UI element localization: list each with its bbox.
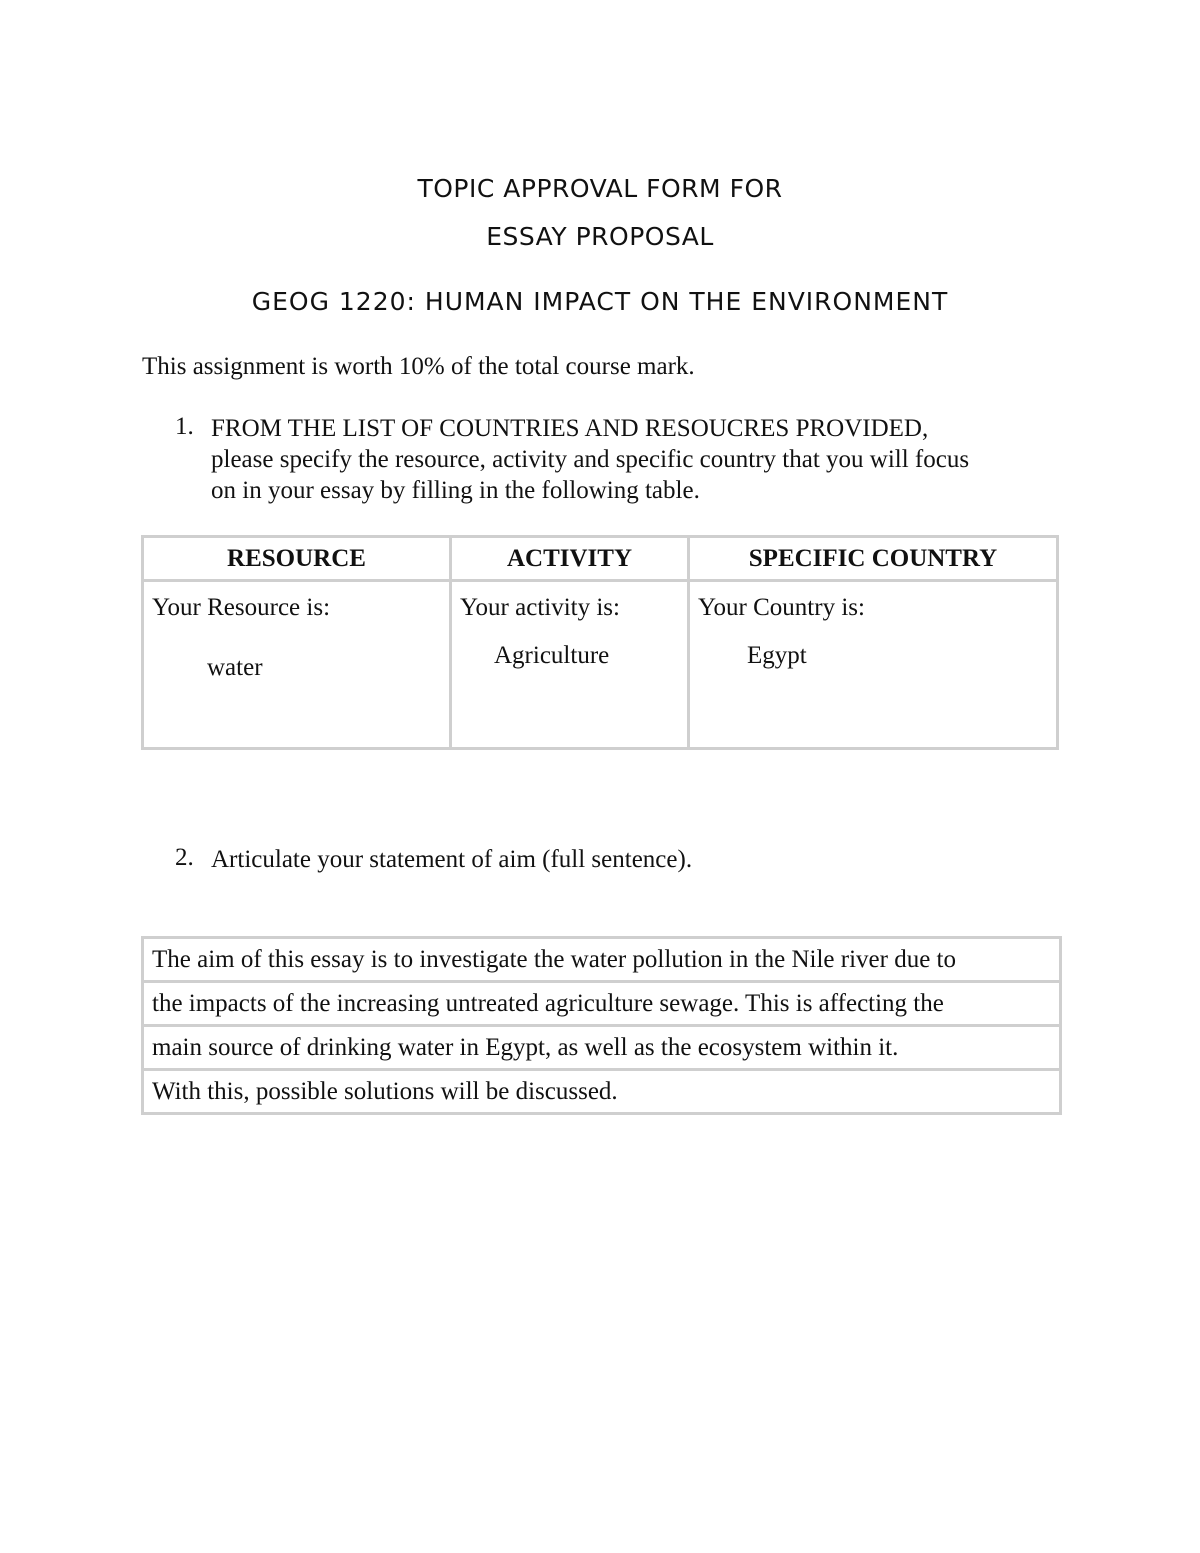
country-label: Your Country is: (698, 594, 865, 621)
aim-line: main source of drinking water in Egypt, as well as the ecosystem within it. (143, 1026, 1061, 1070)
question1-number: 1. (175, 413, 194, 440)
activity-label: Your activity is: (460, 594, 620, 621)
country-value: Egypt (747, 642, 807, 669)
form-title-line2: ESSAY PROPOSAL (486, 222, 714, 251)
resource-value: water (207, 654, 263, 681)
aim-line: With this, possible solutions will be discussed. (143, 1070, 1061, 1114)
form-title-line1: TOPIC APPROVAL FORM FOR (417, 174, 783, 203)
course-title: GEOG 1220: HUMAN IMPACT ON THE ENVIRONMENT (251, 287, 949, 316)
activity-cell[interactable] (451, 581, 689, 749)
aim-line: The aim of this essay is to investigate the water pollution in the Nile river due to (143, 938, 1061, 982)
aim-line: the impacts of the increasing untreated agriculture sewage. This is affecting the (143, 982, 1061, 1026)
intro-text: This assignment is worth 10% of the total course mark. (142, 353, 695, 380)
question2-text: Articulate your statement of aim (full sentence). (211, 846, 693, 873)
question1-line3: on in your essay by filling in the following table. (211, 477, 700, 504)
resource-label: Your Resource is: (152, 594, 331, 621)
header-country: SPECIFIC COUNTRY (689, 537, 1058, 581)
question1-line2: please specify the resource, activity and specific country that you will focus (211, 446, 970, 473)
question2-number: 2. (175, 844, 194, 871)
topic-table (141, 535, 1059, 750)
activity-value: Agriculture (494, 642, 610, 669)
resource-cell[interactable] (143, 581, 451, 749)
question1-line1: FROM THE LIST OF COUNTRIES AND RESOUCRES PROVIDED, (211, 415, 929, 442)
country-cell[interactable] (689, 581, 1058, 749)
aim-statement-box[interactable] (141, 936, 1062, 1115)
header-activity: ACTIVITY (451, 537, 689, 581)
header-resource: RESOURCE (143, 537, 451, 581)
question1-text (211, 413, 1111, 506)
